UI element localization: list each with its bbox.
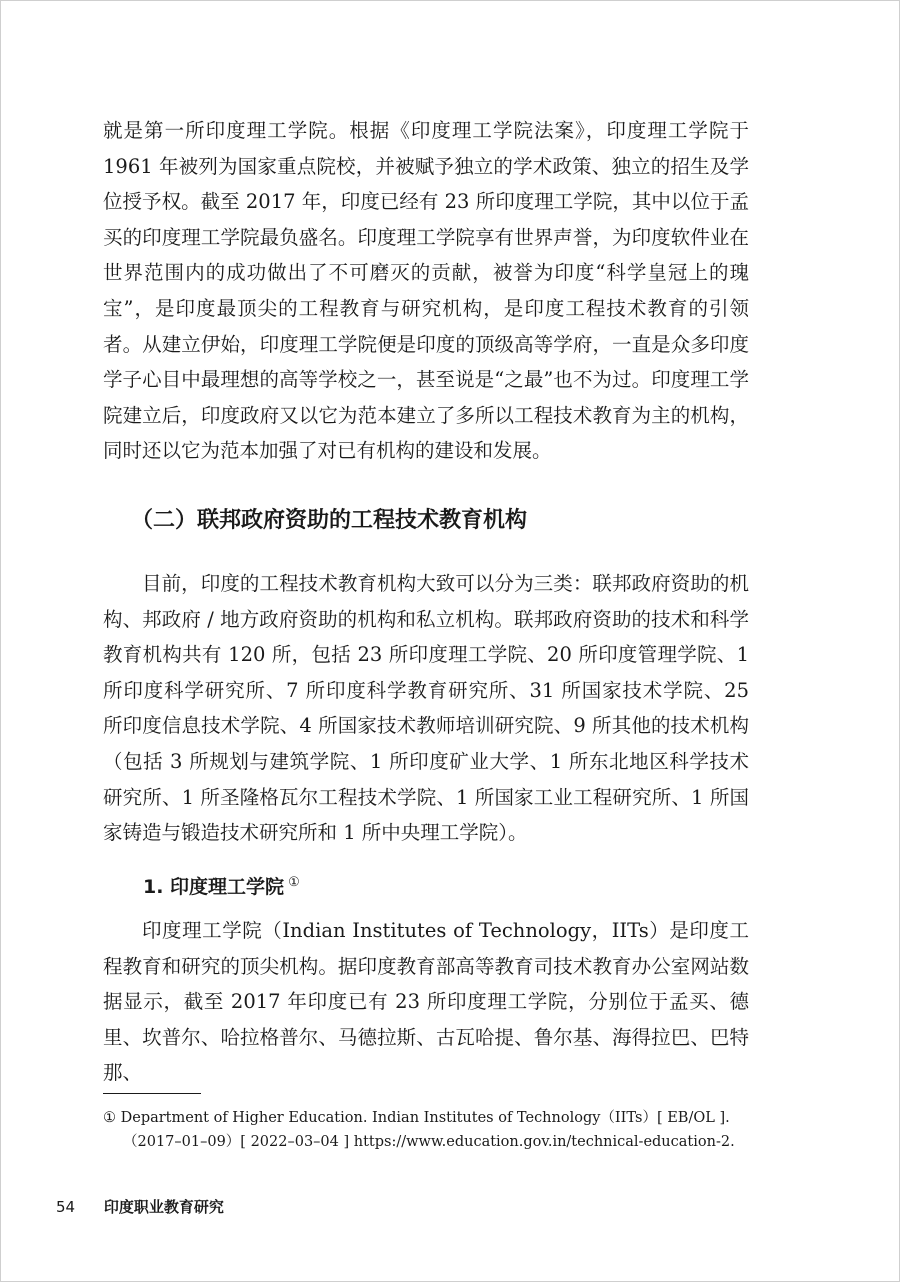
footnote <box>103 1106 763 1154</box>
page-footer <box>56 1196 224 1217</box>
body-paragraph-1: 就是第一所印度理工学院。根据《印度理工学院法案》，印度理工学院于1961 年被列为国家重点院校，并被赋予独立的学术政策、独立的招生及学位授予权。截至 2017 年，印度已经有 23 所印度理工学院，其中以位于孟买的印度理工学院最负盛名。印度理工学院享有世界声誉，为印度软件业在世界范围内的成功做出了不可磨灭的贡献，被誉为印度“科学皇冠上的瑰宝”，是印度最顶尖的工程教育与研究机构，是印度工程技术教育的引领者。从建立伊始，印度理工学院便是印度的顶级高等学府，一直是众多印度学子心目中最理想的高等学校之一，甚至说是“之最”也不为过。印度理工学院建立后，印度政府又以它为范本建立了多所以工程技术教育为主的机构，同时还以它为范本加强了对已有机构的建设和发展。 <box>103 119 749 463</box>
footnote-line-1: ① Department of Higher Education. Indian Institutes of Technology（IITs）[ EB/OL ]. <box>103 1110 730 1126</box>
page-number: 54 <box>56 1198 76 1216</box>
section-heading: （二）联邦政府资助的工程技术教育机构 <box>131 508 528 533</box>
body-paragraph-3: 印度理工学院（Indian Institutes of Technology，IITs）是印度工程教育和研究的顶尖机构。据印度教育部高等教育司技术教育办公室网站数据显示，截至 2017 年印度已有 23 所印度理工学院，分别位于孟买、德里、坎普尔、哈拉格普尔、马德拉斯、古瓦哈提、鲁尔基、海得拉巴、巴特那、 <box>103 919 749 1085</box>
body-paragraph-2: 目前，印度的工程技术教育机构大致可以分为三类：联邦政府资助的机构、邦政府 / 地方政府资助的机构和私立机构。联邦政府资助的技术和科学教育机构共有 120 所，包括 23 所印度理工学院、20 所印度管理学院、1 所印度科学研究所、7 所印度科学教育研究所、31 所国家技术学院、25 所印度信息技术学院、4 所国家技术教师培训研究院、9 所其他的技术机构（包括 3 所规划与建筑学院、1 所印度矿业大学、1 所东北地区科学技术研究所、1 所圣隆格瓦尔工程技术学院、1 所国家工业工程研究所、1 所国家铸造与锻造技术研究所和 1 所中央理工学院）。 <box>103 572 749 845</box>
subsection-heading-text: 1. 印度理工学院 <box>143 876 285 898</box>
footnote-line-2: （2017–01–09）[ 2022–03–04 ] https://www.education.gov.in/technical-education-2. <box>123 1134 735 1150</box>
running-title: 印度职业教育研究 <box>103 1198 224 1216</box>
footnote-divider <box>103 1093 201 1094</box>
footnote-reference-mark[interactable]: ① <box>288 874 300 890</box>
subsection-heading <box>143 872 300 899</box>
